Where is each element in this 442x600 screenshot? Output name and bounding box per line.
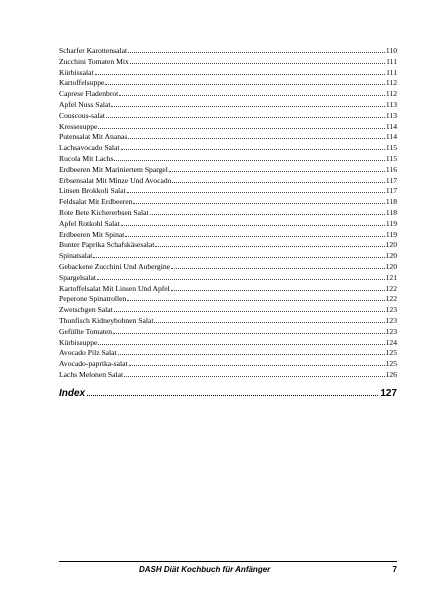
toc-entry-page: 125 [385,348,397,358]
toc-entry[interactable] [59,196,397,207]
dot-leader [127,293,384,301]
dot-leader [133,196,385,204]
toc-entry[interactable] [59,218,397,229]
page-footer [59,561,397,574]
toc-entry[interactable] [59,175,397,186]
dot-leader [150,207,385,215]
dot-leader [95,67,386,75]
footer-page-number: 7 [392,565,397,574]
toc-entry-title: Erdbeeren Mit Mariniertem Spargel [59,164,168,174]
toc-entry-page: 121 [385,272,397,282]
toc-entry-page: 112 [385,89,397,99]
toc-entry-page: 122 [385,283,397,293]
toc-entry-title: Kressesuppe [59,121,98,131]
toc-entry-page: 115 [385,153,397,163]
dot-leader [171,261,385,269]
toc-entry-page: 120 [385,251,397,261]
toc-entry-title: Caprese Fladenbrot [59,89,119,99]
toc-entry[interactable] [59,229,397,240]
toc-entry-title: Scharfer Karottensalat [59,46,128,55]
dot-leader [171,283,385,291]
toc-entry[interactable] [59,142,397,153]
toc-entry-title: Kürbissuppe [59,337,98,347]
toc-entry[interactable] [59,358,397,369]
toc-entry[interactable] [59,164,397,175]
toc-entry-page: 127 [380,388,397,399]
toc-entry[interactable] [59,207,397,218]
toc-entry-title: Apfel Nuss Salat [59,99,111,109]
toc-entry-page: 122 [385,294,397,304]
dot-leader [106,110,385,118]
dot-leader [87,387,378,396]
toc-entry-title: Lachsavocado Salat [59,143,120,153]
toc-entry-title: Couscous-salat [59,110,105,120]
dot-leader [105,77,384,85]
toc-entry[interactable] [59,153,397,164]
toc-entry-title: Gebackene Zucchini Und Aubergine [59,261,170,271]
toc-entry[interactable] [59,110,397,121]
toc-entry-title: Gefüllte Tomaten [59,326,113,336]
toc-entry-title: Putensalat Mit Ananas [59,132,128,142]
toc-entry-title: Kürbissalat [59,67,94,77]
dot-leader [130,56,385,64]
toc-entry[interactable] [59,56,397,67]
dot-leader [169,164,385,172]
toc-entry[interactable] [59,239,397,250]
toc-entry[interactable] [59,88,397,99]
toc-entry-title: Avocado Pilz Salat [59,348,117,358]
dot-leader [128,45,385,53]
toc-entry-title: Spargelsalat [59,272,96,282]
dot-leader [111,99,384,107]
toc-entry-page: 110 [385,46,397,55]
toc-entry-title: Peperone Spinatrollen [59,294,127,304]
toc-entry[interactable] [59,283,397,294]
toc-entry-page: 117 [385,186,397,196]
table-of-contents [59,45,397,380]
toc-entry[interactable] [59,185,397,196]
toc-entry-page: 125 [385,359,397,369]
toc-entry-page: 119 [385,229,397,239]
toc-entry-page: 113 [385,110,397,120]
dot-leader [113,326,385,334]
dot-leader [172,175,384,183]
dot-leader [129,358,385,366]
toc-entry[interactable] [59,304,397,315]
toc-entry-page: 120 [385,240,397,250]
toc-entry-title: Zucchini Tomaten Mix [59,56,129,66]
dot-leader [127,185,385,193]
toc-entry[interactable] [59,261,397,272]
dot-leader [114,153,384,161]
toc-entry[interactable] [59,45,397,56]
toc-entry-title: Linsen Brokkoli Salat [59,186,126,196]
toc-entry-page: 123 [385,326,397,336]
toc-entry-title: Lachs Melonen Salat [59,369,124,379]
dot-leader [98,121,385,129]
toc-entry-page: 123 [385,305,397,315]
toc-entry-page: 113 [385,99,397,109]
toc-entry-page: 114 [385,121,397,131]
toc-entry[interactable] [59,67,397,78]
toc-entry-page: 115 [385,143,397,153]
toc-entry-title: Bunter Paprika Schafskäsesalat [59,240,155,250]
toc-entry-title: Avocado-paprika-salat [59,359,128,369]
dot-leader [155,239,384,247]
toc-entry-title: Index [59,388,86,399]
toc-entry[interactable] [59,369,397,380]
toc-entry[interactable] [59,293,397,304]
dot-leader [97,272,385,280]
dot-leader [98,337,384,345]
dot-leader [124,369,385,377]
toc-entry-page: 111 [386,67,397,77]
dot-leader [119,88,385,96]
toc-entry[interactable] [59,99,397,110]
toc-entry-page: 116 [385,164,397,174]
dot-leader [125,229,385,237]
toc-entry[interactable] [59,347,397,358]
toc-entry-title: Feldsalat Mit Erdbeeren [59,197,133,207]
toc-entry-page: 126 [385,369,397,379]
toc-entry[interactable] [59,250,397,261]
toc-entry-page: 119 [385,218,397,228]
footer-book-title: DASH Diät Kochbuch für Anfänger [139,565,271,574]
toc-entry-title: Rote Bete Kichererbsen Salat [59,207,149,217]
toc-entry-title: Erbsensalat Mit Minze Und Avocado [59,175,172,185]
toc-entry-title: Rucola Mit Lachs [59,153,114,163]
dot-leader [118,347,385,355]
toc-entry[interactable] [59,77,397,88]
toc-entry-title: Apfel Rotkohl Salat [59,218,120,228]
dot-leader [114,304,385,312]
toc-entry-page: 118 [385,197,397,207]
toc-entry[interactable] [59,131,397,142]
toc-entry-index[interactable] [59,387,397,399]
toc-entry-title: Kartoffelsalat Mit Linsen Und Apfel [59,283,170,293]
toc-entry-title: Thunfisch Kidneybohnen Salat [59,315,154,325]
dot-leader [121,142,385,150]
toc-entry-page: 120 [385,261,397,271]
toc-entry[interactable] [59,315,397,326]
toc-entry[interactable] [59,272,397,283]
dot-leader [154,315,384,323]
toc-entry-title: Kartoffelsuppe [59,78,105,88]
dot-leader [121,218,385,226]
toc-entry-page: 124 [385,337,397,347]
toc-entry[interactable] [59,121,397,132]
dot-leader [128,131,385,139]
dot-leader [93,250,384,258]
toc-entry-page: 123 [385,315,397,325]
toc-entry-page: 111 [386,56,397,66]
toc-entry-title: Erdbeeren Mit Spinat [59,229,125,239]
toc-entry[interactable] [59,337,397,348]
toc-entry-page: 117 [385,175,397,185]
toc-entry-page: 112 [385,78,397,88]
toc-entry[interactable] [59,326,397,337]
toc-entry-title: Zwetschgen Salat [59,305,113,315]
toc-entry-title: Spinatsalat [59,251,93,261]
toc-entry-page: 118 [385,207,397,217]
toc-entry-page: 114 [385,132,397,142]
